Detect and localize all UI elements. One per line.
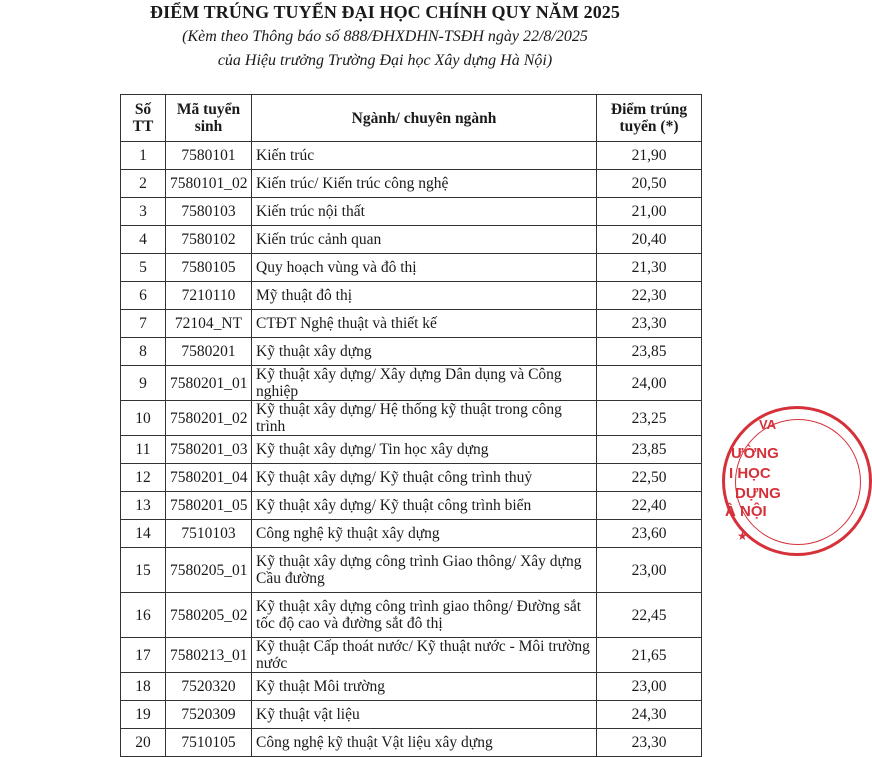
row-major: Kỹ thuật xây dựng/ Tin học xây dựng xyxy=(252,436,597,464)
row-score: 21,65 xyxy=(597,638,702,673)
admission-score-table xyxy=(120,94,702,757)
seal-text-line4: DỰNG xyxy=(735,485,781,502)
row-code: 7580105 xyxy=(166,254,252,282)
document-subtitle-line2: của Hiệu trưởng Trường Đại học Xây dựng Hà Nội) xyxy=(217,52,553,69)
row-major: Công nghệ kỹ thuật xây dựng xyxy=(252,520,597,548)
row-major: Kiến trúc/ Kiến trúc công nghệ xyxy=(252,170,597,198)
seal-text-line2: ƯỜNG xyxy=(731,445,779,462)
row-major: Kỹ thuật xây dựng xyxy=(252,338,597,366)
row-major: Kiến trúc nội thất xyxy=(252,198,597,226)
row-score: 23,85 xyxy=(597,436,702,464)
seal-text-top: VA xyxy=(759,417,777,432)
row-stt: 4 xyxy=(121,226,166,254)
table-row xyxy=(121,436,702,464)
row-stt: 19 xyxy=(121,701,166,729)
table-row xyxy=(121,464,702,492)
row-score: 23,30 xyxy=(597,729,702,757)
table-row xyxy=(121,282,702,310)
university-seal xyxy=(722,406,872,556)
row-major: Kỹ thuật xây dựng/ Kỹ thuật công trình thuỷ xyxy=(252,464,597,492)
row-score: 22,45 xyxy=(597,593,702,638)
row-stt: 17 xyxy=(121,638,166,673)
row-score: 24,30 xyxy=(597,701,702,729)
table-row xyxy=(121,401,702,436)
row-score: 21,00 xyxy=(597,198,702,226)
row-stt: 1 xyxy=(121,142,166,170)
row-major: Kỹ thuật xây dựng/ Kỹ thuật công trình biển xyxy=(252,492,597,520)
row-code: 7580102 xyxy=(166,226,252,254)
row-major: Kỹ thuật Cấp thoát nước/ Kỹ thuật nước - Môi trường nước xyxy=(252,638,597,673)
row-stt: 12 xyxy=(121,464,166,492)
table-row xyxy=(121,310,702,338)
row-stt: 5 xyxy=(121,254,166,282)
table-row xyxy=(121,492,702,520)
row-stt: 16 xyxy=(121,593,166,638)
row-code: 7580205_01 xyxy=(166,548,252,593)
row-stt: 15 xyxy=(121,548,166,593)
row-score: 22,30 xyxy=(597,282,702,310)
row-code: 7580201_05 xyxy=(166,492,252,520)
row-score: 20,40 xyxy=(597,226,702,254)
table-row xyxy=(121,198,702,226)
seal-text-line5: À NỘI xyxy=(725,503,767,520)
row-code: 7580201_04 xyxy=(166,464,252,492)
row-code: 7210110 xyxy=(166,282,252,310)
row-score: 21,90 xyxy=(597,142,702,170)
row-code: 7580205_02 xyxy=(166,593,252,638)
row-major: Kỹ thuật xây dựng công trình giao thông/ Đường sắt tốc độ cao và đường sắt đô thị xyxy=(252,593,597,638)
row-code: 7580201 xyxy=(166,338,252,366)
header-score: Điểm trúng tuyển (*) xyxy=(597,95,702,142)
table-row xyxy=(121,170,702,198)
row-code: 7580103 xyxy=(166,198,252,226)
row-score: 20,50 xyxy=(597,170,702,198)
row-stt: 9 xyxy=(121,366,166,401)
document-title: ĐIỂM TRÚNG TUYỂN ĐẠI HỌC CHÍNH QUY NĂM 2025 xyxy=(150,2,620,22)
row-code: 7580101 xyxy=(166,142,252,170)
row-stt: 7 xyxy=(121,310,166,338)
row-score: 23,25 xyxy=(597,401,702,436)
row-major: Kiến trúc xyxy=(252,142,597,170)
row-stt: 10 xyxy=(121,401,166,436)
row-major: CTĐT Nghệ thuật và thiết kế xyxy=(252,310,597,338)
seal-star-icon: ★ xyxy=(737,529,748,543)
row-major: Kỹ thuật xây dựng/ Hệ thống kỹ thuật trong công trình xyxy=(252,401,597,436)
row-code: 72104_NT xyxy=(166,310,252,338)
table-row xyxy=(121,729,702,757)
table-row xyxy=(121,142,702,170)
table-row xyxy=(121,548,702,593)
row-major: Kỹ thuật Môi trường xyxy=(252,673,597,701)
row-score: 23,30 xyxy=(597,310,702,338)
row-stt: 6 xyxy=(121,282,166,310)
row-score: 22,40 xyxy=(597,492,702,520)
row-score: 23,00 xyxy=(597,548,702,593)
row-score: 21,30 xyxy=(597,254,702,282)
row-major: Quy hoạch vùng và đô thị xyxy=(252,254,597,282)
table-row xyxy=(121,254,702,282)
row-code: 7580201_03 xyxy=(166,436,252,464)
row-stt: 2 xyxy=(121,170,166,198)
row-score: 22,50 xyxy=(597,464,702,492)
row-major: Công nghệ kỹ thuật Vật liệu xây dựng xyxy=(252,729,597,757)
row-stt: 20 xyxy=(121,729,166,757)
row-stt: 3 xyxy=(121,198,166,226)
row-stt: 14 xyxy=(121,520,166,548)
document-subtitle-line1: (Kèm theo Thông báo số 888/ĐHXDHN-TSĐH ngày 22/8/2025 xyxy=(182,28,588,45)
table-row xyxy=(121,593,702,638)
header-stt: Số TT xyxy=(121,95,166,142)
seal-text-line3: I HỌC xyxy=(729,465,771,482)
table-row xyxy=(121,701,702,729)
header-code: Mã tuyển sinh xyxy=(166,95,252,142)
table-row xyxy=(121,226,702,254)
row-major: Kiến trúc cảnh quan xyxy=(252,226,597,254)
row-code: 7580213_01 xyxy=(166,638,252,673)
row-code: 7510105 xyxy=(166,729,252,757)
row-code: 7580201_02 xyxy=(166,401,252,436)
row-code: 7580201_01 xyxy=(166,366,252,401)
row-stt: 18 xyxy=(121,673,166,701)
table-row xyxy=(121,338,702,366)
header-major: Ngành/ chuyên ngành xyxy=(252,95,597,142)
row-stt: 8 xyxy=(121,338,166,366)
row-code: 7520320 xyxy=(166,673,252,701)
table-body xyxy=(121,142,702,757)
seal-inner-ring xyxy=(735,419,861,545)
row-score: 24,00 xyxy=(597,366,702,401)
row-stt: 11 xyxy=(121,436,166,464)
row-major: Mỹ thuật đô thị xyxy=(252,282,597,310)
table-row xyxy=(121,638,702,673)
row-code: 7580101_02 xyxy=(166,170,252,198)
row-code: 7520309 xyxy=(166,701,252,729)
row-code: 7510103 xyxy=(166,520,252,548)
row-major: Kỹ thuật vật liệu xyxy=(252,701,597,729)
row-score: 23,60 xyxy=(597,520,702,548)
table-row xyxy=(121,520,702,548)
row-score: 23,85 xyxy=(597,338,702,366)
row-major: Kỹ thuật xây dựng/ Xây dựng Dân dụng và Công nghiệp xyxy=(252,366,597,401)
row-major: Kỹ thuật xây dựng công trình Giao thông/ Xây dựng Cầu đường xyxy=(252,548,597,593)
table-row xyxy=(121,673,702,701)
row-stt: 13 xyxy=(121,492,166,520)
table-header-row xyxy=(121,95,702,142)
table-row xyxy=(121,366,702,401)
row-score: 23,00 xyxy=(597,673,702,701)
